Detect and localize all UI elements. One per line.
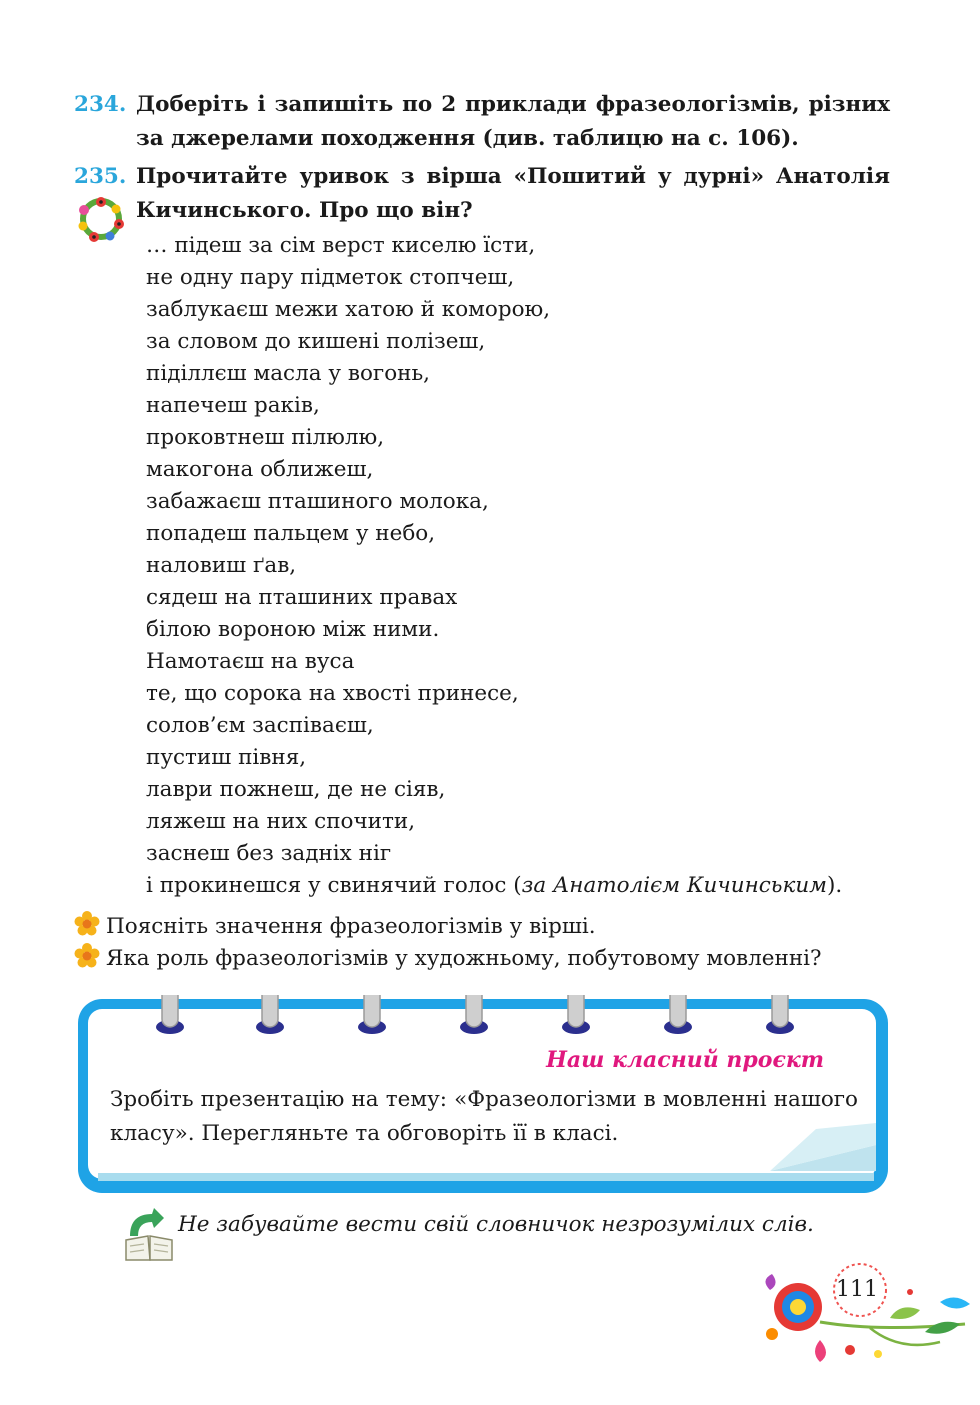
poem-line: Намотаєш на вуса — [146, 649, 355, 674]
poem-last-line-end: ). — [827, 873, 843, 898]
exercise-number: 234. — [74, 92, 127, 117]
poem-line: заблукаєш межи хатою й коморою, — [146, 297, 551, 322]
poem-line: забажаєш пташиного молока, — [146, 489, 489, 514]
exercise-234 — [74, 88, 890, 156]
poem-line: напечеш раків, — [146, 393, 320, 418]
exercise-number: 235. — [74, 164, 127, 189]
question-text: Поясніть значення фразеологізмів у вірші. — [106, 914, 596, 939]
poem-line: за словом до кишені полізеш, — [146, 329, 486, 354]
question-text: Яка роль фразеологізмів у художньому, побутовому мовленні? — [106, 946, 822, 971]
flower-bullet-icon — [74, 943, 100, 969]
poem-line: попадеш пальцем у небо, — [146, 521, 436, 546]
reminder-text: Не забувайте вести свій словничок незрозумілих слів. — [178, 1212, 814, 1237]
poem-line: солов’єм заспіваєш, — [146, 713, 374, 738]
poem-line: те, що сорока на хвості принесе, — [146, 681, 519, 706]
exercise-text: Доберіть і запишіть по 2 приклади фразеологізмів, різних за джерелами походження (див. таблицю на с. 106). — [136, 92, 890, 151]
poem-line: макогона оближеш, — [146, 457, 374, 482]
poem-line: сядеш на пташиних правах — [146, 585, 458, 610]
page-number: 111 — [836, 1277, 878, 1302]
poem-line: ляжеш на них спочити, — [146, 809, 416, 834]
poem-line: проковтнеш пілюлю, — [146, 425, 385, 450]
poem-line: не одну пару підметок стопчеш, — [146, 265, 515, 290]
project-text: Зробіть презентацію на тему: «Фразеологізми в мовленні нашого класу». Перегляньте та обговоріть її в класі. — [110, 1087, 858, 1146]
poem-line: … підеш за сім верст киселю їсти, — [146, 233, 536, 258]
open-book-icon — [124, 1206, 176, 1262]
poem-line: заснеш без задніх ніг — [146, 841, 392, 866]
poem — [146, 230, 842, 902]
question-1 — [74, 911, 596, 942]
class-project-box — [76, 995, 890, 1195]
poem-last-line-start: і прокинешся у свинячий голос ( — [146, 873, 522, 898]
exercise-text: Прочитайте уривок з вірша «Пошитий у дурні» Анатолія Кичинського. Про що він? — [136, 164, 890, 223]
poem-line: білою вороною між ними. — [146, 617, 440, 642]
flower-wreath-icon — [74, 194, 128, 244]
flower-bullet-icon — [74, 911, 100, 937]
poem-source: за Анатолієм Кичинським — [521, 873, 828, 898]
poem-line: лаври пожнеш, де не сіяв, — [146, 777, 446, 802]
exercise-235 — [74, 160, 890, 228]
poem-line: наловиш ґав, — [146, 553, 297, 578]
poem-line: піділлєш масла у вогонь, — [146, 361, 431, 386]
question-2 — [74, 943, 822, 974]
poem-line: пустиш півня, — [146, 745, 307, 770]
project-title: Наш класний проєкт — [546, 1047, 824, 1073]
poem-last-line — [146, 870, 842, 902]
